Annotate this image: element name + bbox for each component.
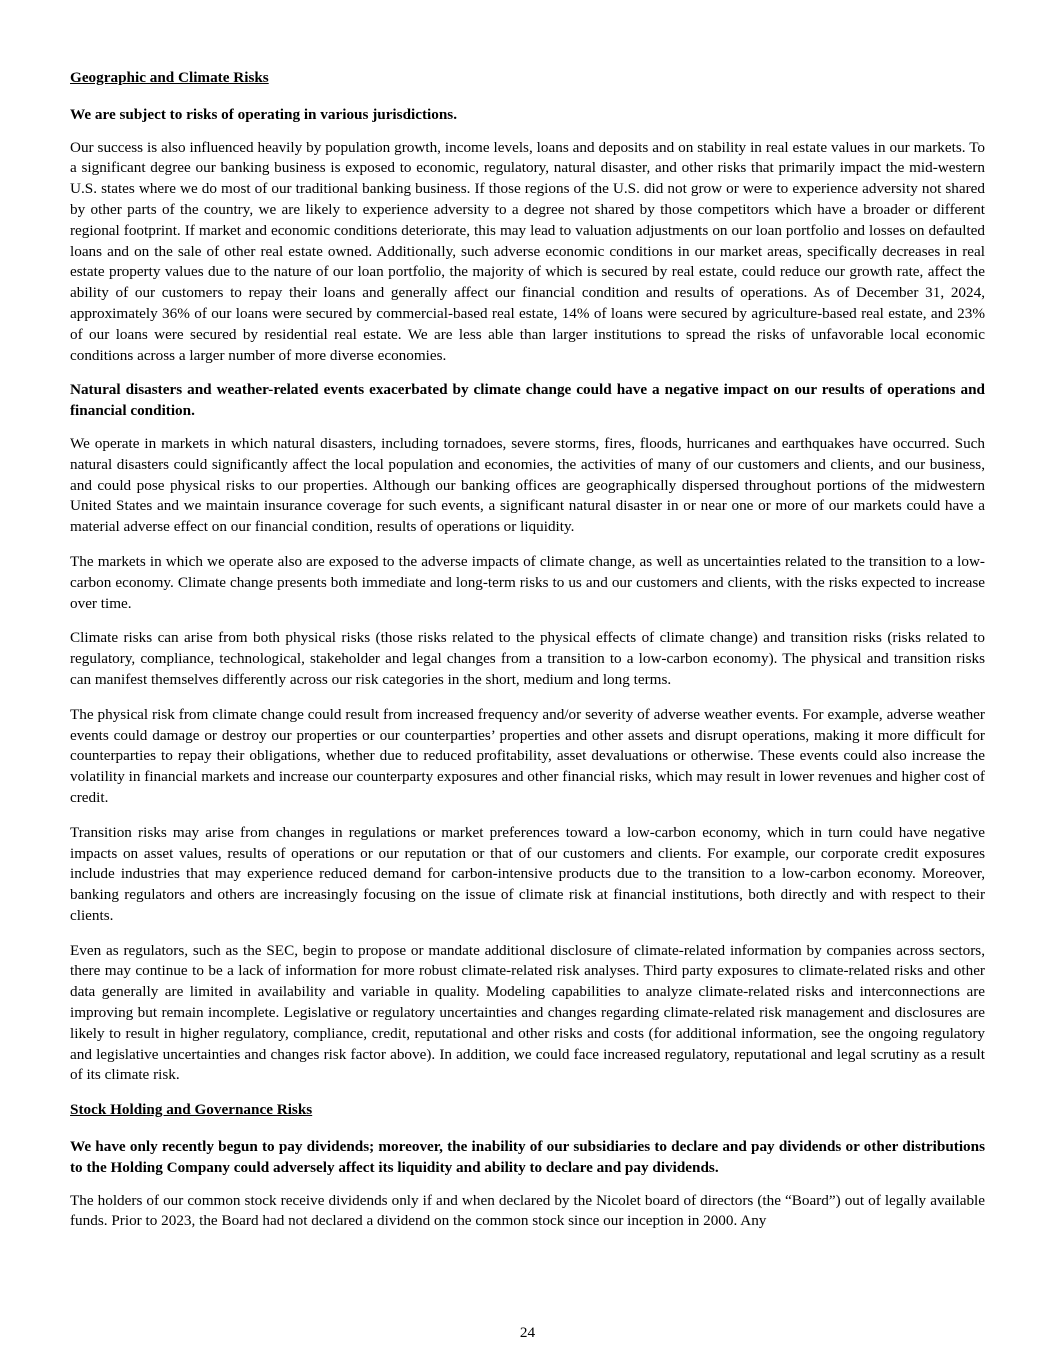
page-number: 24 [519,1324,536,1341]
paragraph: The physical risk from climate change could result from increased frequency and/or severity of adverse weather events. For example, adverse weather events could damage or destroy our properties or our counterparties’ properties and other assets and disrupt operations, making it more difficult for counterparties to repay their obligations, whether due to reduced profitability, asset devaluations or otherwise. These events could also increase the volatility in financial markets and increase our counterparty exposures and other financial risks, which may result in lower revenues and higher cost of credit. [70,705,985,806]
risk-heading-dividends: We have only recently begun to pay dividends; moreover, the inability of our subsidiaries to declare and pay dividends or other distributions to the Holding Company could adversely affect its liquidity and ability to declare and pay dividends. [70,1138,985,1176]
paragraph: Transition risks may arise from changes in regulations or market preferences toward a low-carbon economy, which in turn could have negative impacts on asset values, results of operations or our reputation or that of our customers and clients. For example, our corporate credit exposures include industries that may experience reduced demand for carbon-intensive products due to the transition to a low-carbon economy. Moreover, banking regulators and others are increasingly focusing on the issue of climate risk at financial institutions, both directly and with respect to their clients. [70,823,985,924]
document-page [70,68,985,1246]
paragraph: Our success is also influenced heavily by population growth, income levels, loans and deposits and on stability in real estate values in our markets. To a significant degree our banking business is exposed to economic, regulatory, natural disaster, and other risks that primarily impact the mid-western U.S. states where we do most of our traditional banking business. If those regions of the U.S. did not grow or were to experience adversity not shared by other parts of the country, we are likely to experience adversity to a degree not shared by those competitors which have a broader or different regional footprint. If market and economic conditions deteriorate, this may lead to valuation adjustments on our loan portfolio and losses on defaulted loans and on the sale of other real estate owned. Additionally, such adverse economic conditions in our market areas, specifically decreases in real estate property values due to the nature of our loan portfolio, the majority of which is secured by real estate, could reduce our growth rate, affect the ability of our customers to repay their loans and generally affect our financial condition and results of operations. As of December 31, 2024, approximately 36% of our loans were secured by commercial-based real estate, 14% of loans were secured by agriculture-based real estate, and 23% of our loans were secured by residential real estate. We are less able than larger institutions to spread the risks of unfavorable local economic conditions across a larger number of more diverse economies. [70,138,985,364]
paragraph: Even as regulators, such as the SEC, begin to propose or mandate additional disclosure of climate-related information by companies across sectors, there may continue to be a lack of information for more robust climate-related risk analyses. Third party exposures to climate-related risks and other data generally are limited in availability and variable in quality. Modeling capabilities to analyze climate-related risks and interconnections are improving but remain incomplete. Legislative or regulatory uncertainties and changes regarding climate-related risk management and disclosures are likely to result in higher regulatory, compliance, credit, reputational and other risks and costs (for additional information, see the ongoing regulatory and legislative uncertainties and changes risk factor above). In addition, we could face increased regulatory, reputational and legal scrutiny as a result of its climate risk. [70,941,985,1084]
paragraph: Climate risks can arise from both physical risks (those risks related to the physical effects of climate change) and transition risks (risks related to regulatory, compliance, technological, stakeholder and legal changes from a transition to a low-carbon economy). The physical and transition risks can manifest themselves differently across our risk categories in the short, medium and long terms. [70,629,985,688]
risk-heading-natural-disasters: Natural disasters and weather-related events exacerbated by climate change could have a negative impact on our results of operations and financial condition. [70,381,985,420]
paragraph: The holders of our common stock receive dividends only if and when declared by the Nicolet board of directors (the “Board”) out of legally available funds. Prior to 2023, the Board had not declared a dividend on the common stock since our inception in 2000. Any [70,1191,985,1230]
paragraph: We operate in markets in which natural disasters, including tornadoes, severe storms, fires, floods, hurricanes and earthquakes have occurred. Such natural disasters could significantly affect the local population and economies, the activities of many of our customers and clients, and our business, and could pose physical risks to our properties. Although our banking offices are geographically dispersed throughout portions of the midwestern United States and we maintain insurance coverage for such events, a significant natural disaster in or near one or more of our markets could have a material adverse effect on our financial condition, results of operations or liquidity. [70,434,985,536]
risk-heading-jurisdictions: We are subject to risks of operating in various jurisdictions. [70,105,457,123]
paragraph: The markets in which we operate also are exposed to the adverse impacts of climate change, as well as uncertainties related to the transition to a low-carbon economy. Climate change presents both immediate and long-term risks to us and our customers and clients, with the risks expected to increase over time. [70,552,985,612]
section-heading-stock-governance: Stock Holding and Governance Risks [70,1101,313,1119]
section-heading-geographic-climate: Geographic and Climate Risks [70,69,269,86]
